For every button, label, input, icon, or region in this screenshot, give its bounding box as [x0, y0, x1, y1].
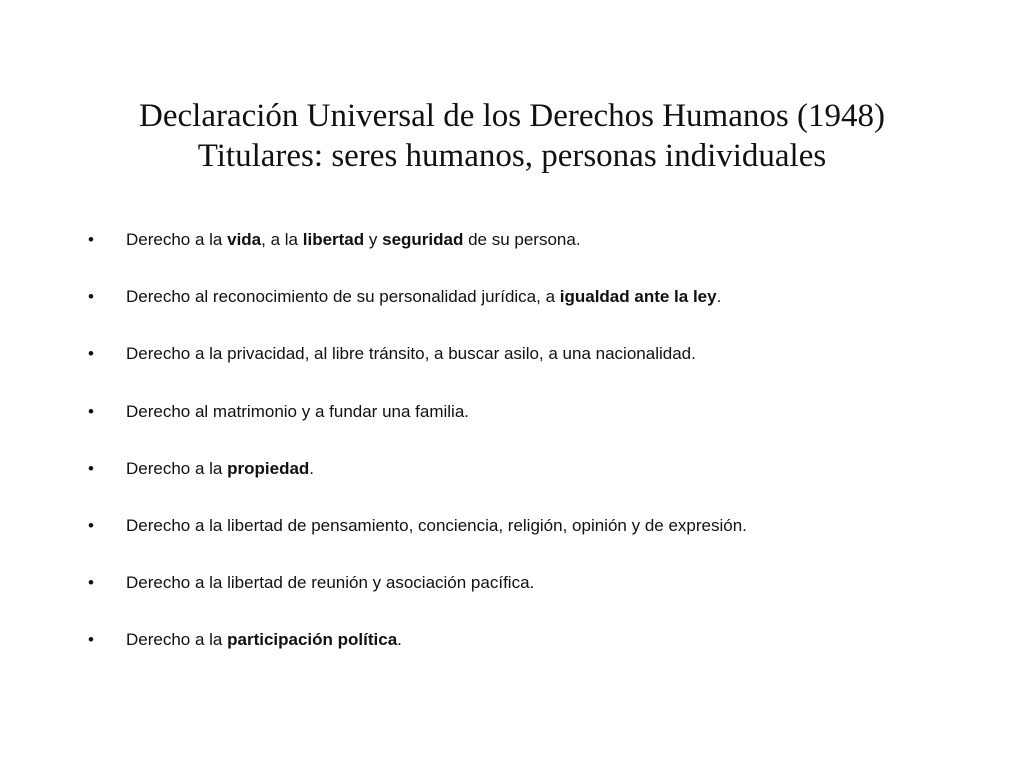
- bullet-dot-icon: •: [88, 230, 94, 249]
- bullet-segment: Derecho a la libertad de reunión y asociación pacífica.: [126, 573, 535, 593]
- bullet-text: [126, 228, 581, 252]
- bullet-segment: , a la: [261, 230, 303, 249]
- bullet-text: [126, 342, 696, 366]
- bullet-emphasis: propiedad: [227, 458, 310, 478]
- title-line-2: Titulares: seres humanos, personas individuales: [197, 138, 827, 174]
- bullet-dot-icon: •: [88, 573, 94, 593]
- bullet-segment: de su persona.: [463, 230, 581, 249]
- bullet-segment: Derecho al reconocimiento de su personalidad jurídica, a: [126, 287, 560, 307]
- bullet-emphasis: igualdad ante la ley: [559, 287, 717, 307]
- bullet-emphasis: vida: [227, 230, 262, 249]
- bullet-segment: y: [364, 230, 383, 249]
- bullet-segment: Derecho al matrimonio y a fundar una familia.: [126, 401, 469, 421]
- bullet-dot-icon: •: [88, 458, 94, 478]
- slide-title: [0, 96, 1024, 176]
- bullet-dot-icon: •: [88, 515, 94, 535]
- bullet-emphasis: libertad: [302, 230, 365, 249]
- bullet-item: [88, 228, 968, 285]
- bullet-dot-icon: •: [88, 401, 94, 421]
- bullet-item: [88, 457, 968, 514]
- bullet-text: [126, 285, 721, 309]
- bullet-item: [88, 400, 968, 457]
- title-line-1: Declaración Universal de los Derechos Humanos (1948): [139, 98, 885, 134]
- bullet-segment: .: [397, 630, 402, 650]
- bullet-item: [88, 571, 968, 628]
- bullet-item: [88, 628, 968, 685]
- bullet-text: [126, 628, 402, 652]
- bullet-text: [126, 571, 534, 595]
- bullet-text: [126, 514, 747, 538]
- bullet-emphasis: seguridad: [382, 230, 464, 249]
- bullet-item: [88, 285, 968, 342]
- bullet-text: [126, 457, 314, 481]
- bullet-segment: Derecho a la: [126, 630, 228, 650]
- bullet-segment: .: [309, 458, 315, 478]
- bullet-text: [126, 400, 469, 424]
- bullet-segment: Derecho a la privacidad, al libre tránsito, a buscar asilo, a una nacionalidad.: [126, 344, 696, 364]
- bullet-dot-icon: •: [88, 344, 94, 364]
- bullet-dot-icon: •: [88, 630, 94, 650]
- rights-bullet-list: [88, 228, 968, 686]
- bullet-segment: Derecho a la libertad de pensamiento, conciencia, religión, opinión y de expresión.: [126, 515, 747, 535]
- bullet-segment: .: [716, 287, 722, 307]
- bullet-segment: Derecho a la: [126, 458, 228, 478]
- bullet-item: [88, 514, 968, 571]
- bullet-dot-icon: •: [88, 287, 94, 307]
- bullet-emphasis: participación política: [227, 630, 398, 650]
- bullet-segment: Derecho a la: [126, 230, 228, 249]
- bullet-item: [88, 342, 968, 399]
